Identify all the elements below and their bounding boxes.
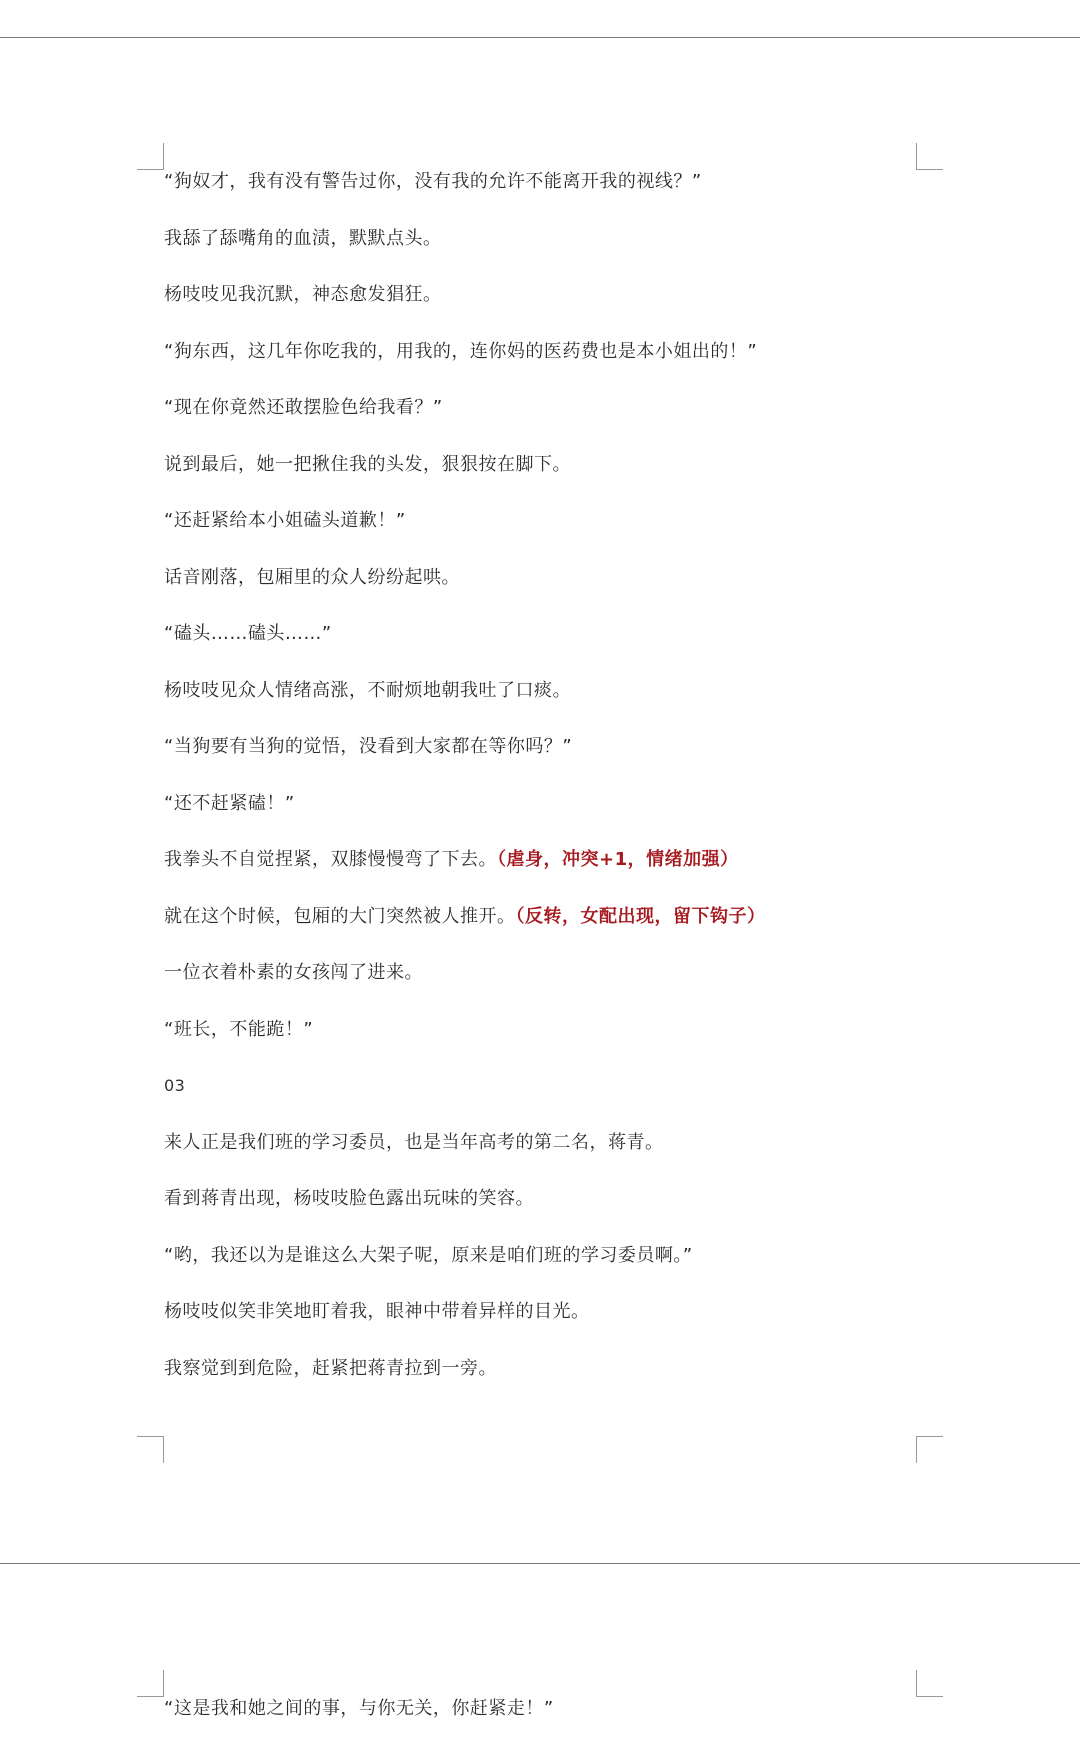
paragraph-text: “磕头……磕头……” [164,623,332,644]
paragraph [164,1351,924,1408]
paragraph [164,277,924,334]
paragraph-text: “还不赶紧磕！” [164,792,295,814]
paragraph [164,673,924,730]
paragraph-text: 我察觉到到危险，赶紧把蒋青拉到一旁。 [164,1357,497,1379]
paragraph [164,221,924,278]
paragraph-text: 我舔了舔嘴角的血渍，默默点头。 [164,227,442,249]
paragraph-text: 说到最后，她一把揪住我的头发，狠狠按在脚下。 [164,453,571,475]
crop-mark-bottom-left [137,1436,164,1463]
page-top-edge [0,37,1080,38]
paragraph-text: 就在这个时候，包厢的大门突然被人推开。 [164,905,516,927]
paragraph [164,955,924,1012]
editor-annotation: （虐身，冲突+1，情绪加强） [497,849,739,870]
crop-mark-bottom-right [916,1436,943,1463]
paragraph [164,1238,924,1295]
paragraph-text: 杨吱吱见众人情绪高涨，不耐烦地朝我吐了口痰。 [164,679,571,701]
paragraph [164,1012,924,1069]
paragraph-text: 杨吱吱似笑非笑地盯着我，眼神中带着异样的目光。 [164,1301,590,1322]
paragraph-text: “现在你竟然还敢摆脸色给我看？” [164,397,443,418]
paragraph [164,390,924,447]
page-separator [0,1563,1080,1564]
paragraph [164,729,924,786]
paragraph-text: 话音刚落，包厢里的众人纷纷起哄。 [164,566,460,588]
editor-annotation: （反转，女配出现，留下钩子） [515,905,766,927]
chapter-number [164,1068,924,1125]
paragraph-text: “哟，我还以为是谁这么大架子呢，原来是咱们班的学习委员啊。” [164,1244,693,1266]
paragraph [164,616,924,673]
chapter-number-text: 03 [164,1076,186,1095]
paragraph-text: 杨吱吱见我沉默，神态愈发猖狂。 [164,284,442,305]
paragraph [164,786,924,843]
paragraph-text: “狗东西，这几年你吃我的，用我的，连你妈的医药费也是本小姐出的！” [164,340,758,362]
paragraph [164,164,924,221]
crop-mark-page2-top-left [137,1670,164,1697]
paragraph [164,447,924,504]
paragraph-text: “当狗要有当狗的觉悟，没看到大家都在等你吗？” [164,736,573,757]
paragraph [164,1691,924,1748]
paragraph [164,503,924,560]
paragraph-text: 我拳头不自觉捏紧，双膝慢慢弯了下去。 [164,849,497,870]
paragraph [164,1181,924,1238]
paragraph-text: 看到蒋青出现，杨吱吱脸色露出玩味的笑容。 [164,1188,534,1209]
paragraph-text: “还赶紧给本小姐磕头道歉！” [164,510,406,531]
paragraph-text: 一位衣着朴素的女孩闯了进来。 [164,962,423,983]
page-2-body [164,1691,924,1748]
crop-mark-top-left [137,143,164,170]
paragraph-text: “班长，不能跪！” [164,1018,314,1040]
paragraph [164,1125,924,1182]
paragraph [164,334,924,391]
page-1-body [164,164,924,1407]
paragraph [164,560,924,617]
paragraph-text: “狗奴才，我有没有警告过你，没有我的允许不能离开我的视线？” [164,171,702,192]
paragraph-text: 来人正是我们班的学习委员，也是当年高考的第二名，蒋青。 [164,1131,664,1153]
paragraph-with-note [164,899,924,956]
paragraph [164,1294,924,1351]
paragraph-with-note [164,842,924,899]
paragraph-text: “这是我和她之间的事，与你无关，你赶紧走！” [164,1698,554,1719]
